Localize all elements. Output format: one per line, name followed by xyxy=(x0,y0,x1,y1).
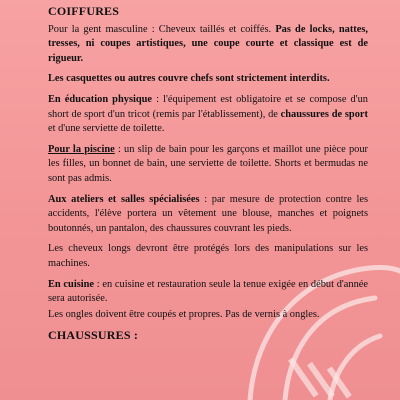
casquettes-paragraph xyxy=(48,72,368,87)
eps-paragraph xyxy=(48,93,368,137)
eps-label: En éducation physique xyxy=(48,93,153,105)
casquettes-rule: Les casquettes ou autres couvre chefs sont strictement interdits. xyxy=(48,73,330,85)
piscine-text: : un slip de bain pour les garçons et maillot une pièce pour les filles, un bonnet de bain, une serviette de toilette. Shorts et bermudas ne sont pas admis. xyxy=(48,143,368,184)
coiffures-intro: Pour la gent masculine : Cheveux taillés et coiffés. xyxy=(48,23,272,35)
document-page xyxy=(48,4,368,347)
ongles-paragraph: Les ongles doivent être coupés et propres. Pas de vernis à ongles. xyxy=(48,308,320,320)
cuisine-label: En cuisine xyxy=(48,278,95,290)
cheveux-longs-paragraph: Les cheveux longs devront être protégés lors des manipulations sur les machines. xyxy=(48,243,368,269)
eps-text-2: et d'une serviette de toilette. xyxy=(48,123,165,135)
stripe-2 xyxy=(307,362,335,398)
ateliers-label: Aux ateliers et salles spécialisées xyxy=(48,193,200,205)
stripe-1 xyxy=(288,357,319,397)
cuisine-text: : en cuisine et restauration seule la tenue exigée en début d'année sera autorisée. xyxy=(48,278,368,305)
eps-shoes: chaussures de sport xyxy=(280,108,368,120)
coiffures-paragraph xyxy=(48,23,368,67)
stripe-3 xyxy=(327,366,352,398)
coiffures-rule: Pas de locks, nattes, tresses, ni coupes artistiques, une coupe courte et classique est de rigueur. xyxy=(48,23,368,64)
piscine-paragraph xyxy=(48,143,368,187)
section-heading-coiffures: COIFFURES xyxy=(48,4,120,18)
ateliers-paragraph xyxy=(48,193,368,237)
eps-text-1: : l'équipement est obligatoire et se compose d'un short de sport d'un tricot (remis par l'établissement), de xyxy=(48,93,368,120)
piscine-label: Pour la piscine xyxy=(48,143,115,155)
section-heading-chaussures: CHAUSSURES : xyxy=(48,328,139,343)
cuisine-paragraph xyxy=(48,278,368,307)
ateliers-text: : par mesure de protection contre les accidents, l'élève portera un vêtement une blouse, manches et poignets boutonnés, un pantalon, des chaussures couvrant les pieds. xyxy=(48,193,368,234)
